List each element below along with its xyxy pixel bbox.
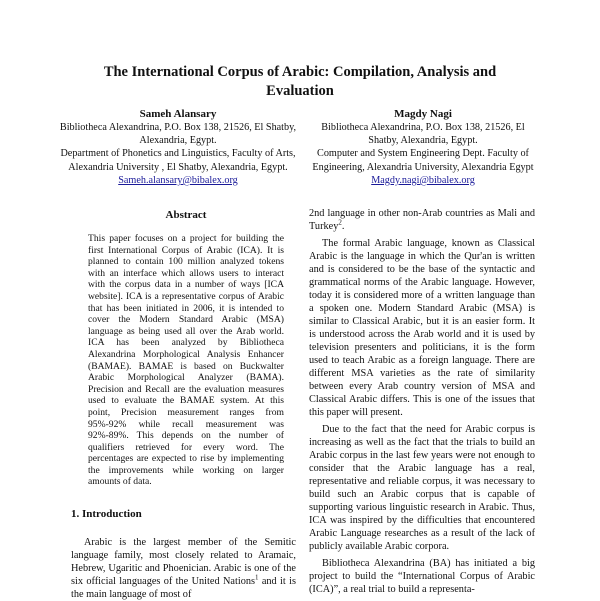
section-heading-introduction: 1. Introduction [71, 508, 142, 520]
paper-title [70, 63, 530, 101]
abstract-text: This paper focuses on a project for building the first International Corpus of Arabic (ICA). It is planned to contain 100 million analyzed tokens with an interface which allows users to interact with the corpus data in a number of ways [ICA website]. ICA is a representative corpus of Arabic that has been initiated in 2006, it is intended to cover the Modern Standard Arabic (MSA) language as being used all over the Arab world. ICA has been analyzed by Bibliotheca Alexandrina Morphological Analysis Enhancer (BAMAE). BAMAE is based on Buckwalter Arabic Morphological Analyzer (BAMA). Precision and Recall are the evaluation measures used to evaluate the BAMAE system. At this point, Precision measurement ranges from 95%-92% while recall measurement was 92%-89%. This depends on the number of qualifiers retrieved for every word. The percentages are expected to rise by implementing the improvements while working on larger amounts of data. [88, 233, 284, 488]
author-email-link[interactable]: Magdy.nagi@bibalex.org [371, 174, 475, 186]
author-affiliation: Bibliotheca Alexandrina, P.O. Box 138, 21526, El Shatby, Alexandria, Egypt. [59, 122, 297, 147]
text-run: Arabic is the largest member of the Semitic language family, most closely related to Aramaic, Hebrew, Ugaritic and Phoenician. Arabic is one of the six official languages of the United Nations [71, 537, 296, 587]
footnote-marker[interactable]: 2 [338, 218, 342, 227]
author-email-link[interactable]: Sameh.alansary@bibalex.org [118, 174, 238, 186]
paragraph: The formal Arabic language, known as Classical Arabic is the language in which the Qur'an is written and is considered to be the base of the syntactic and grammatical norms of the Arabic language. However, today it is considered more of a written language than a spoken one. Modern Standard Arabic (MSA) is similar to Classical Arabic, but it is an easier form. It is understood across the Arab world and it is used by television presenters and politicians, it is the form used to teach Arabic as a foreign language. There are different MSA varieties as the rate of similarity between every Arab country version of MSA and Classical Arabic differs. This is one of the issues that this paper will present. [309, 238, 535, 418]
author-affiliation: Computer and System Engineering Dept. Faculty of Engineering, Alexandria University, Alexandria Egypt [312, 148, 534, 173]
title-line-2: Evaluation [266, 83, 334, 99]
text-run: 2nd language in other non-Arab countries as Mali and Turkey [309, 208, 535, 232]
text-run: . [341, 221, 345, 232]
text-run: and it is the main language of most of [71, 576, 296, 600]
introduction-body [71, 536, 296, 601]
paragraph [309, 207, 535, 233]
author-block-1 [58, 107, 298, 187]
author-name: Magdy Nagi [394, 108, 452, 120]
author-block-2 [305, 107, 541, 187]
abstract-heading: Abstract [165, 209, 207, 221]
paragraph: Due to the fact that the need for Arabic corpus is increasing as well as the fact that the trials to build an Arabic corpus in the last few years were not enough to consider that the Arabic language has a real, representative and reliable corpus, it was necessary to build such an Arabic corpus that is capable of supporting various linguistic research in Arabic. Thus, ICA was inspired by the difficulties that encountered Arabic Language researches as a result of the lack of publicly available Arabic corpora. [309, 424, 535, 552]
title-line-1: The International Corpus of Arabic: Compilation, Analysis and [103, 64, 497, 80]
paragraph: Bibliotheca Alexandrina (BA) has initiated a big project to build the “International Corpus of Arabic (ICA)”, a real trial to build a representa- [309, 558, 535, 595]
footnote-marker[interactable]: 1 [255, 573, 259, 582]
paragraph [71, 536, 296, 601]
author-affiliation: Department of Phonetics and Linguistics, Faculty of Arts, Alexandria University , El Shatby, Alexandria, Egypt. [60, 148, 296, 173]
right-column-body [309, 207, 535, 600]
author-name: Sameh Alansary [139, 108, 217, 120]
author-affiliation: Bibliotheca Alexandrina, P.O. Box 138, 21526, El Shatby, Alexandria, Egypt. [321, 122, 525, 147]
